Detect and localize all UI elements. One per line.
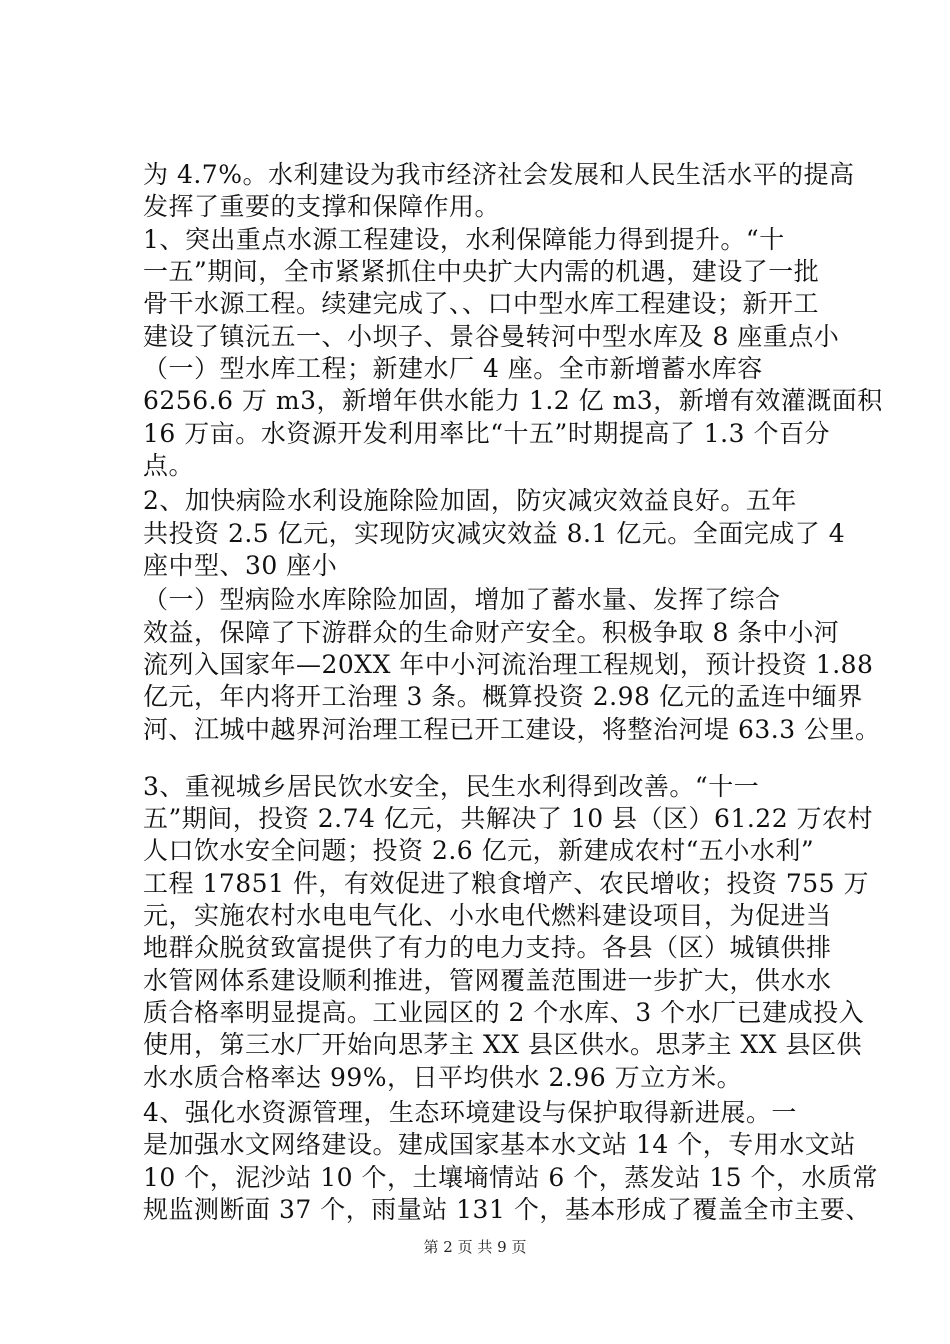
text-line: 工程 17851 件，有效促进了粮食增产、农民增收；投资 755 万 (143, 868, 870, 898)
text-line: 五”期间，投资 2.74 亿元，共解决了 10 县（区）61.22 万农村 (143, 804, 874, 834)
text-line: 点。 (143, 451, 195, 481)
text-line: 座中型、30 座小 (143, 550, 338, 580)
text-line: 建设了镇沅五一、小坝子、景谷曼转河中型水库及 8 座重点小 (143, 321, 840, 351)
text-line: 3、重视城乡居民饮水安全，民生水利得到改善。“十一 (143, 771, 760, 801)
text-line: 人口饮水安全问题；投资 2.6 亿元，新建成农村“五小水利” (143, 836, 815, 866)
text-line: 骨干水源工程。续建完成了、、口中型水库工程建设；新开工 (143, 289, 820, 319)
text-line: （一）型水库工程；新建水厂 4 座。全市新增蓄水库容 (143, 354, 763, 384)
text-line: 1、突出重点水源工程建设，水利保障能力得到提升。“十 (143, 224, 785, 254)
text-line: 水管网体系建设顺利推进，管网覆盖范围进一步扩大，供水水 (143, 965, 832, 995)
text-line: 共投资 2.5 亿元，实现防灾减灾效益 8.1 亿元。全面完成了 4 (143, 518, 846, 548)
text-line: （一）型病险水库除险加固，增加了蓄水量、发挥了综合 (143, 585, 781, 615)
text-line: 16 万亩。水资源开发利用率比“十五”时期提高了 1.3 个百分 (143, 418, 830, 448)
text-line: 是加强水文网络建设。建成国家基本水文站 14 个，专用水文站 (143, 1130, 856, 1160)
text-line: 4、强化水资源管理，生态环境建设与保护取得新进展。一 (143, 1097, 797, 1127)
text-line: 效益，保障了下游群众的生命财产安全。积极争取 8 条中小河 (143, 617, 840, 647)
text-line: 亿元，年内将开工治理 3 条。概算投资 2.98 亿元的孟连中缅界 (143, 682, 863, 712)
page-number-footer: 第 2 页 共 9 页 (423, 1238, 527, 1256)
text-line: 元，实施农村水电电气化、小水电代燃料建设项目，为促进当 (143, 901, 832, 931)
text-line: 10 个，泥沙站 10 个，土壤墒情站 6 个，蒸发站 15 个，水质常 (143, 1162, 878, 1192)
text-line: 为 4.7%。水利建设为我市经济社会发展和人民生活水平的提高 (143, 160, 855, 189)
text-line: 河、江城中越界河治理工程已开工建设，将整治河堤 63.3 公里。 (143, 714, 881, 744)
text-line: 水水质合格率达 99%，日平均供水 2.96 万立方米。 (143, 1062, 743, 1092)
text-line: 2、加快病险水利设施除险加固，防灾减灾效益良好。五年 (143, 486, 797, 516)
text-line: 发挥了重要的支撑和保障作用。 (143, 192, 501, 222)
text-line: 使用，第三水厂开始向思茅主 XX 县区供水。思茅主 XX 县区供 (143, 1030, 862, 1060)
text-line: 6256.6 万 m3，新增年供水能力 1.2 亿 m3，新增有效灌溉面积 (143, 386, 883, 416)
text-line: 质合格率明显提高。工业园区的 2 个水库、3 个水厂已建成投入 (143, 998, 865, 1028)
text-line: 地群众脱贫致富提供了有力的电力支持。各县（区）城镇供排 (143, 933, 832, 963)
text-line: 流列入国家年—20XX 年中小河流治理工程规划，预计投资 1.88 (143, 649, 874, 679)
text-line: 一五”期间，全市紧紧抓住中央扩大内需的机遇，建设了一批 (143, 257, 820, 287)
text-line: 规监测断面 37 个，雨量站 131 个，基本形成了覆盖全市主要、 (143, 1195, 871, 1224)
